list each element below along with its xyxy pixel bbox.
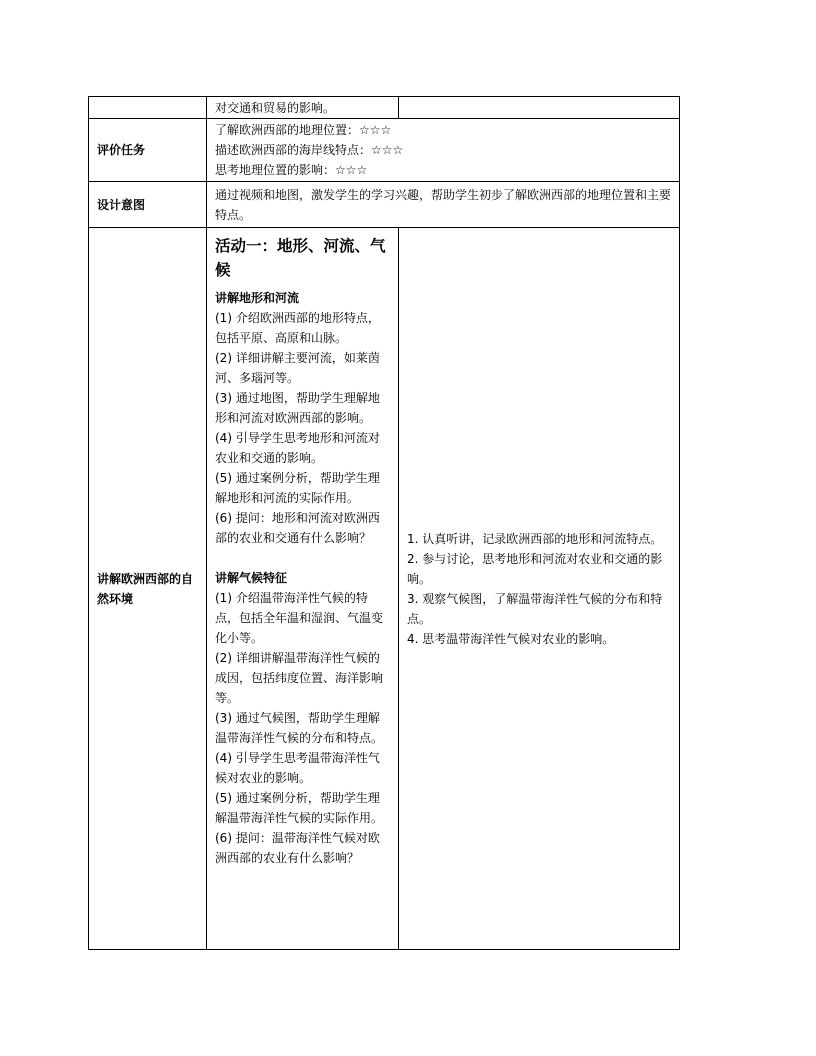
eval-label: 评价任务 [89, 119, 207, 182]
list-item: (4) 引导学生思考地形和河流对农业和交通的影响。 [215, 431, 380, 465]
eval-line: 了解欧洲西部的地理位置：☆☆☆ [215, 123, 392, 137]
lesson-plan-table [88, 96, 680, 950]
list-item: 4. 思考温带海洋性气候对农业的影响。 [407, 631, 615, 646]
list-item: (5) 通过案例分析，帮助学生理解温带海洋性气候的实际作用。 [215, 791, 384, 825]
list-item: 2. 参与讨论，思考地形和河流对农业和交通的影响。 [407, 551, 663, 586]
activity-title: 活动一：地形、河流、气候 [215, 237, 386, 279]
list-item: (2) 详细讲解温带海洋性气候的成因，包括纬度位置、海洋影响等。 [215, 651, 384, 705]
row0-col3 [399, 97, 680, 119]
list-item: (1) 介绍欧洲西部的地形特点，包括平原、高原和山脉。 [215, 311, 380, 345]
list-item: (2) 详细讲解主要河流，如莱茵河、多瑙河等。 [215, 351, 380, 385]
table-row [89, 182, 680, 228]
list-item: 3. 观察气候图，了解温带海洋性气候的分布和特点。 [407, 591, 663, 626]
table-row [89, 119, 680, 182]
table-row [89, 97, 680, 119]
list-item: (3) 通过气候图，帮助学生理解温带海洋性气候的分布和特点。 [215, 711, 384, 745]
list-item: (6) 提问：地形和河流对欧洲西部的农业和交通有什么影响？ [215, 511, 380, 545]
nature-label: 讲解欧洲西部的自然环境 [89, 228, 207, 950]
row0-col2: 对交通和贸易的影响。 [207, 97, 399, 119]
section-title: 讲解地形和河流 [215, 291, 300, 305]
nature-student-activities [399, 228, 680, 950]
eval-line: 思考地理位置的影响：☆☆☆ [215, 163, 368, 177]
eval-line: 描述欧洲西部的海岸线特点：☆☆☆ [215, 143, 404, 157]
section-title: 讲解气候特征 [215, 571, 288, 585]
list-item: (4) 引导学生思考温带海洋性气候对农业的影响。 [215, 751, 380, 785]
design-label: 设计意图 [89, 182, 207, 228]
design-content: 通过视频和地图，激发学生的学习兴趣，帮助学生初步了解欧洲西部的地理位置和主要特点。 [207, 182, 680, 228]
list-item: (1) 介绍温带海洋性气候的特点，包括全年温和湿润、气温变化小等。 [215, 591, 384, 645]
nature-teacher-activities [207, 228, 399, 950]
list-item: (5) 通过案例分析，帮助学生理解地形和河流的实际作用。 [215, 471, 380, 505]
list-item: 1. 认真听讲，记录欧洲西部的地形和河流特点。 [407, 531, 663, 546]
row0-col1 [89, 97, 207, 119]
table-row [89, 228, 680, 950]
list-item: (6) 提问：温带海洋性气候对欧洲西部的农业有什么影响？ [215, 831, 380, 865]
eval-content [207, 119, 680, 182]
list-item: (3) 通过地图，帮助学生理解地形和河流对欧洲西部的影响。 [215, 391, 380, 425]
